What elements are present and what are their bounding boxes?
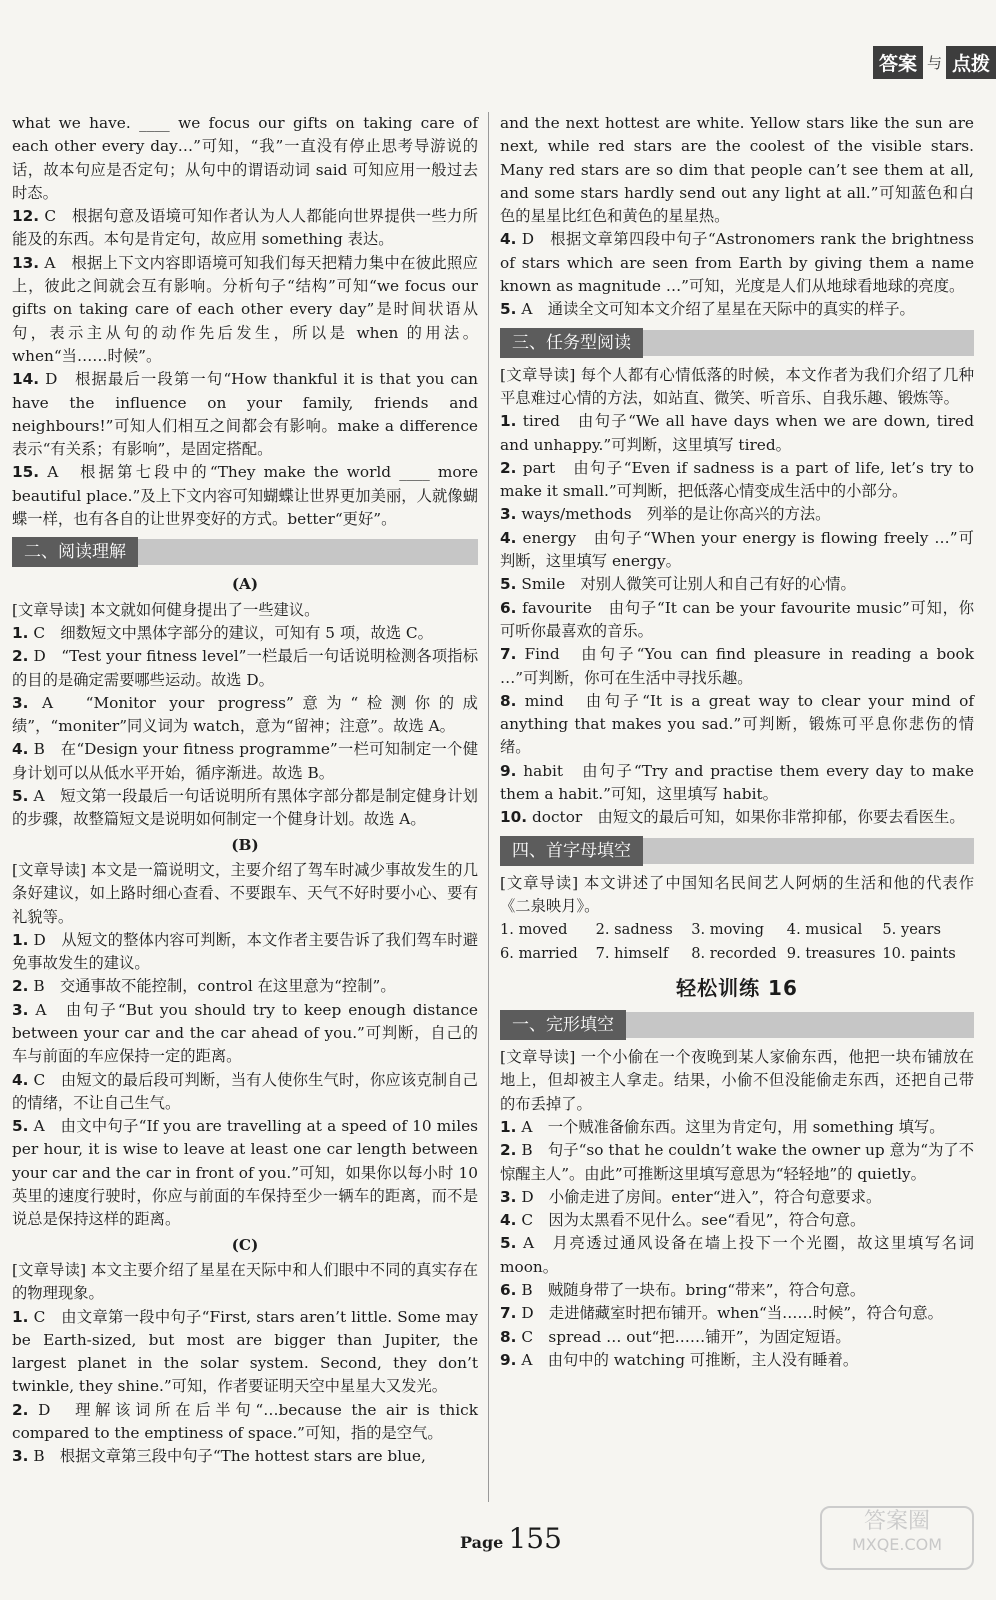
watermark-line2: MXQE.COM xyxy=(851,1535,943,1554)
part-a-label: (A) xyxy=(231,575,259,594)
answer-item: 5. A 通读全文可知本文介绍了星星在天际中的真实的样子。 xyxy=(500,300,915,319)
section-header-initial-letter: 四、首字母填空 xyxy=(500,836,974,866)
answer-item: 6. favourite 由句子“It can be your favourite music”可知，你可听你最喜欢的音乐。 xyxy=(500,598,974,640)
answer-item: 13. A 根据上下文内容即语境可知我们每天把精力集中在彼此照应上，彼此之间就会互有影响。分析句子“结构”可知“we focus our gifts on taking care of each other every day”是时间状语从句，表示主从句的动作先后发生，所以是 when 的用法。when“当……时候”。 xyxy=(12,253,478,365)
section-header-task-reading: 三、任务型阅读 xyxy=(500,328,974,358)
answer-label: 答案 xyxy=(873,46,923,79)
part-b-guide: [文章导读] 本文是一篇说明文，主要介绍了驾车时减少事故发生的几条好建议，如上路时细心查看、不要跟车、天气不好时要小心、要有礼貌等。 xyxy=(12,860,478,926)
section3-guide: [文章导读] 每个人都有心情低落的时候，本文作者为我们介绍了几种平息难过心情的方法，如站直、微笑、听音乐、自我乐趣、锻炼等。 xyxy=(500,365,974,407)
connector-label: 与 xyxy=(926,54,942,72)
column-divider xyxy=(488,112,489,1502)
answer-item: 3. ways/methods 列举的是让你高兴的方法。 xyxy=(500,505,831,524)
answer-cell: 1. moved xyxy=(500,921,568,939)
answer-item: 3. D 小偷走进了房间。enter“进入”，符合句意要求。 xyxy=(500,1187,882,1206)
answer-item: 4. C 因为太黑看不见什么。see“看见”，符合句意。 xyxy=(500,1211,866,1230)
answer-cell: 5. years xyxy=(882,921,942,939)
items-top xyxy=(12,205,478,531)
answer-item: 3. A “Monitor your progress”意为“检测你的成绩”，“moniter”同义词为 watch，意为“留神；注意”。故选 A。 xyxy=(12,693,478,736)
continued-text: and the next hottest are white. Yellow stars like the sun are next, while red stars are the coolest of the visible stars. Many red stars are so dim that people can’t see them at all, and some stars hardly send out any light at all.”可知蓝色和白色的星星比红色和黄色的星星热。 xyxy=(500,114,974,226)
answer-item: 1. D 从短文的整体内容可判断，本文作者主要告诉了我们驾车时避免事故发生的建议。 xyxy=(12,930,478,973)
left-column xyxy=(12,112,478,1469)
answer-item: 4. B 在“Design your fitness programme”一栏可知制定一个健身计划可以从低水平开始，循序渐进。故选 B。 xyxy=(12,740,478,782)
answer-item: 10. doctor 由短文的最后可知，如果你非常抑郁，你要去看医生。 xyxy=(500,808,965,827)
lesson-title: 轻松训练 16 xyxy=(676,975,798,1000)
watermark-line1: 答案圈 xyxy=(863,1509,930,1534)
answer-item: 7. Find 由句子“You can find pleasure in reading a book …”可判断，你可在生活中寻找乐趣。 xyxy=(500,645,974,687)
answer-item: 1. C 细数短文中黑体字部分的建议，可知有 5 项，故选 C。 xyxy=(12,623,433,642)
answer-cell: 10. paints xyxy=(882,944,956,962)
answer-item: 2. B 句子“so that he couldn’t wake the owner up 意为“为了不惊醒主人”。由此”可推断这里填写意思为“轻轻地”的 quietly。 xyxy=(500,1141,974,1183)
answer-cell: 8. recorded xyxy=(691,944,777,962)
answer-item: 2. part 由句子“Even if sadness is a part of life, let’s try to make it small.”可判断，把低落心情变成生活中的小部分。 xyxy=(500,458,974,501)
part-a-guide: [文章导读] 本文就如何健身提出了一些建议。 xyxy=(12,600,320,619)
section1-guide: [文章导读] 一个小偷在一个夜晚到某人家偷东西，他把一块布铺放在地上，但却被主人拿走。结果，小偷不但没能偷走东西，还把自己带的布丢掉了。 xyxy=(500,1048,974,1113)
answer-cell: 4. musical xyxy=(786,921,863,939)
answer-item: 1. C 由文章第一段中句子“First, stars aren’t little. Some may be Earth-sized, but most are bigger than Jupiter, the largest planet in the solar system. Second, they don’t twinkle, they shine.”可知，作者要证明天空中星星大又发光。 xyxy=(12,1307,478,1396)
answer-item: 2. D “Test your fitness level”一栏最后一句话说明检测各项指标的目的是确定需要哪些运动。故选 D。 xyxy=(12,647,478,689)
part-c-label: (C) xyxy=(231,1235,259,1254)
initial-letter-answers xyxy=(500,918,974,965)
answer-item: 9. habit 由句子“Try and practise them every day to make them a habit.”可知，这里填写 habit。 xyxy=(500,761,974,804)
answer-item: 5. A 由文中句子“If you are travelling at a speed of 10 miles per hour, it is wise to leave at least one car length between your car and the car in front of you.”可知，如果你以每小时 10 英里的速度行驶时，你应与前面的车保持至少一辆车的距离，而不是说总是保持这样的距离。 xyxy=(12,1117,478,1229)
section4-guide: [文章导读] 本文讲述了中国知名民间艺人阿炳的生活和他的代表作《二泉映月》。 xyxy=(500,873,974,915)
answer-cell: 2. sadness xyxy=(595,921,673,939)
answer-item: 9. A 由句中的 watching 可推断，主人没有睡着。 xyxy=(500,1350,859,1369)
answer-cell: 3. moving xyxy=(691,921,765,939)
page-footer xyxy=(460,1522,562,1555)
right-column xyxy=(500,112,974,1372)
answer-item: 5. Smile 对别人微笑可让别人和自己有好的心情。 xyxy=(500,575,856,594)
section-header-cloze: 一、完形填空 xyxy=(500,1010,974,1040)
page-number: 155 xyxy=(508,1522,562,1555)
answer-item: 3. A 由句子“But you should try to keep enough distance between your car and the car ahead of you.”可判断，自己的车与前面的车应保持一定的距离。 xyxy=(12,1000,478,1066)
answer-item: 7. D 走进储藏室时把布铺开。when“当……时候”，符合句意。 xyxy=(500,1304,943,1323)
answer-item: 1. tired 由句子“We all have days when we are down, tired and unhappy.”可判断，这里填写 tired。 xyxy=(500,412,974,454)
answer-item: 1. A 一个贼准备偷东西。这里为肯定句，用 something 填写。 xyxy=(500,1117,945,1136)
answer-item: 6. B 贼随身带了一块布。bring“带来”，符合句意。 xyxy=(500,1281,866,1300)
answer-item: 4. D 根据文章第四段中句子“Astronomers rank the brightness of stars which are seen from Earth by giving them a name known as magnitude …”可知，光度是人们从地球看地球的亮度。 xyxy=(500,230,974,296)
answer-cell: 9. treasures xyxy=(786,944,876,962)
intro-text: what we have. ____ we focus our gifts on taking care of each other every day…”可知，“我”一直没有停止思考导游说的话，故本句应是否定句；从句中的谓语动词 said 可知应用一般过去时态。 xyxy=(12,114,478,202)
watermark-logo xyxy=(820,1506,974,1570)
part-c-guide: [文章导读] 本文主要介绍了星星在天际中和人们眼中不同的真实存在的物理现象。 xyxy=(12,1260,478,1303)
answer-item: 15. A 根据第七段中的“They make the world ____ more beautiful place.”及上下文内容可知蝴蝶让世界更加美丽，人就像蝴蝶一样，也有各自的让世界变好的方式。better“更好”。 xyxy=(12,463,478,529)
part-b-label: (B) xyxy=(231,835,259,854)
answer-cell: 7. himself xyxy=(595,944,669,962)
tips-label: 点拨 xyxy=(946,46,996,79)
answer-item: 4. C 由短文的最后段可判断，当有人使你生气时，你应该克制自己的情绪，不让自己生气。 xyxy=(12,1070,478,1112)
answer-item: 5. A 短文第一段最后一句话说明所有黑体字部分都是制定健身计划的步骤，故整篇短文是说明如何制定一个健身计划。故选 A。 xyxy=(12,787,478,829)
answer-item: 12. C 根据句意及语境可知作者认为人人都能向世界提供一些力所能及的东西。本句是肯定句，故应用 something 表达。 xyxy=(12,207,478,249)
answer-cell: 6. married xyxy=(500,944,578,962)
section-header-reading: 二、阅读理解 xyxy=(12,537,478,567)
answer-item: 14. D 根据最后一段第一句“How thankful it is that you can have the influence on your family, friends and neighbours!”可知人们相互之间都会有影响。make a difference 表示“有关系；有影响”，是固定搭配。 xyxy=(12,370,478,459)
answer-item: 5. A 月亮透过通风设备在墙上投下一个光圈，故这里填写名词 moon。 xyxy=(500,1234,974,1276)
answer-item: 8. mind 由句子“It is a great way to clear your mind of anything that makes you sad.”可判断，锻炼可平息你悲伤的情绪。 xyxy=(500,691,974,757)
answer-item: 8. C spread … out“把……铺开”，为固定短语。 xyxy=(500,1327,851,1346)
page-word: Page xyxy=(460,1533,504,1552)
answer-item: 2. B 交通事故不能控制，control 在这里意为“控制”。 xyxy=(12,977,396,996)
header-tag xyxy=(873,46,996,79)
answer-item: 3. B 根据文章第三段中句子“The hottest stars are blue, xyxy=(12,1447,426,1466)
answer-item: 2. D 理解该词所在后半句“…because the air is thick compared to the emptiness of space.”可知，指的是空气。 xyxy=(12,1400,478,1443)
answer-item: 4. energy 由句子“When your energy is flowing freely …”可判断，这里填写 energy。 xyxy=(500,528,974,571)
